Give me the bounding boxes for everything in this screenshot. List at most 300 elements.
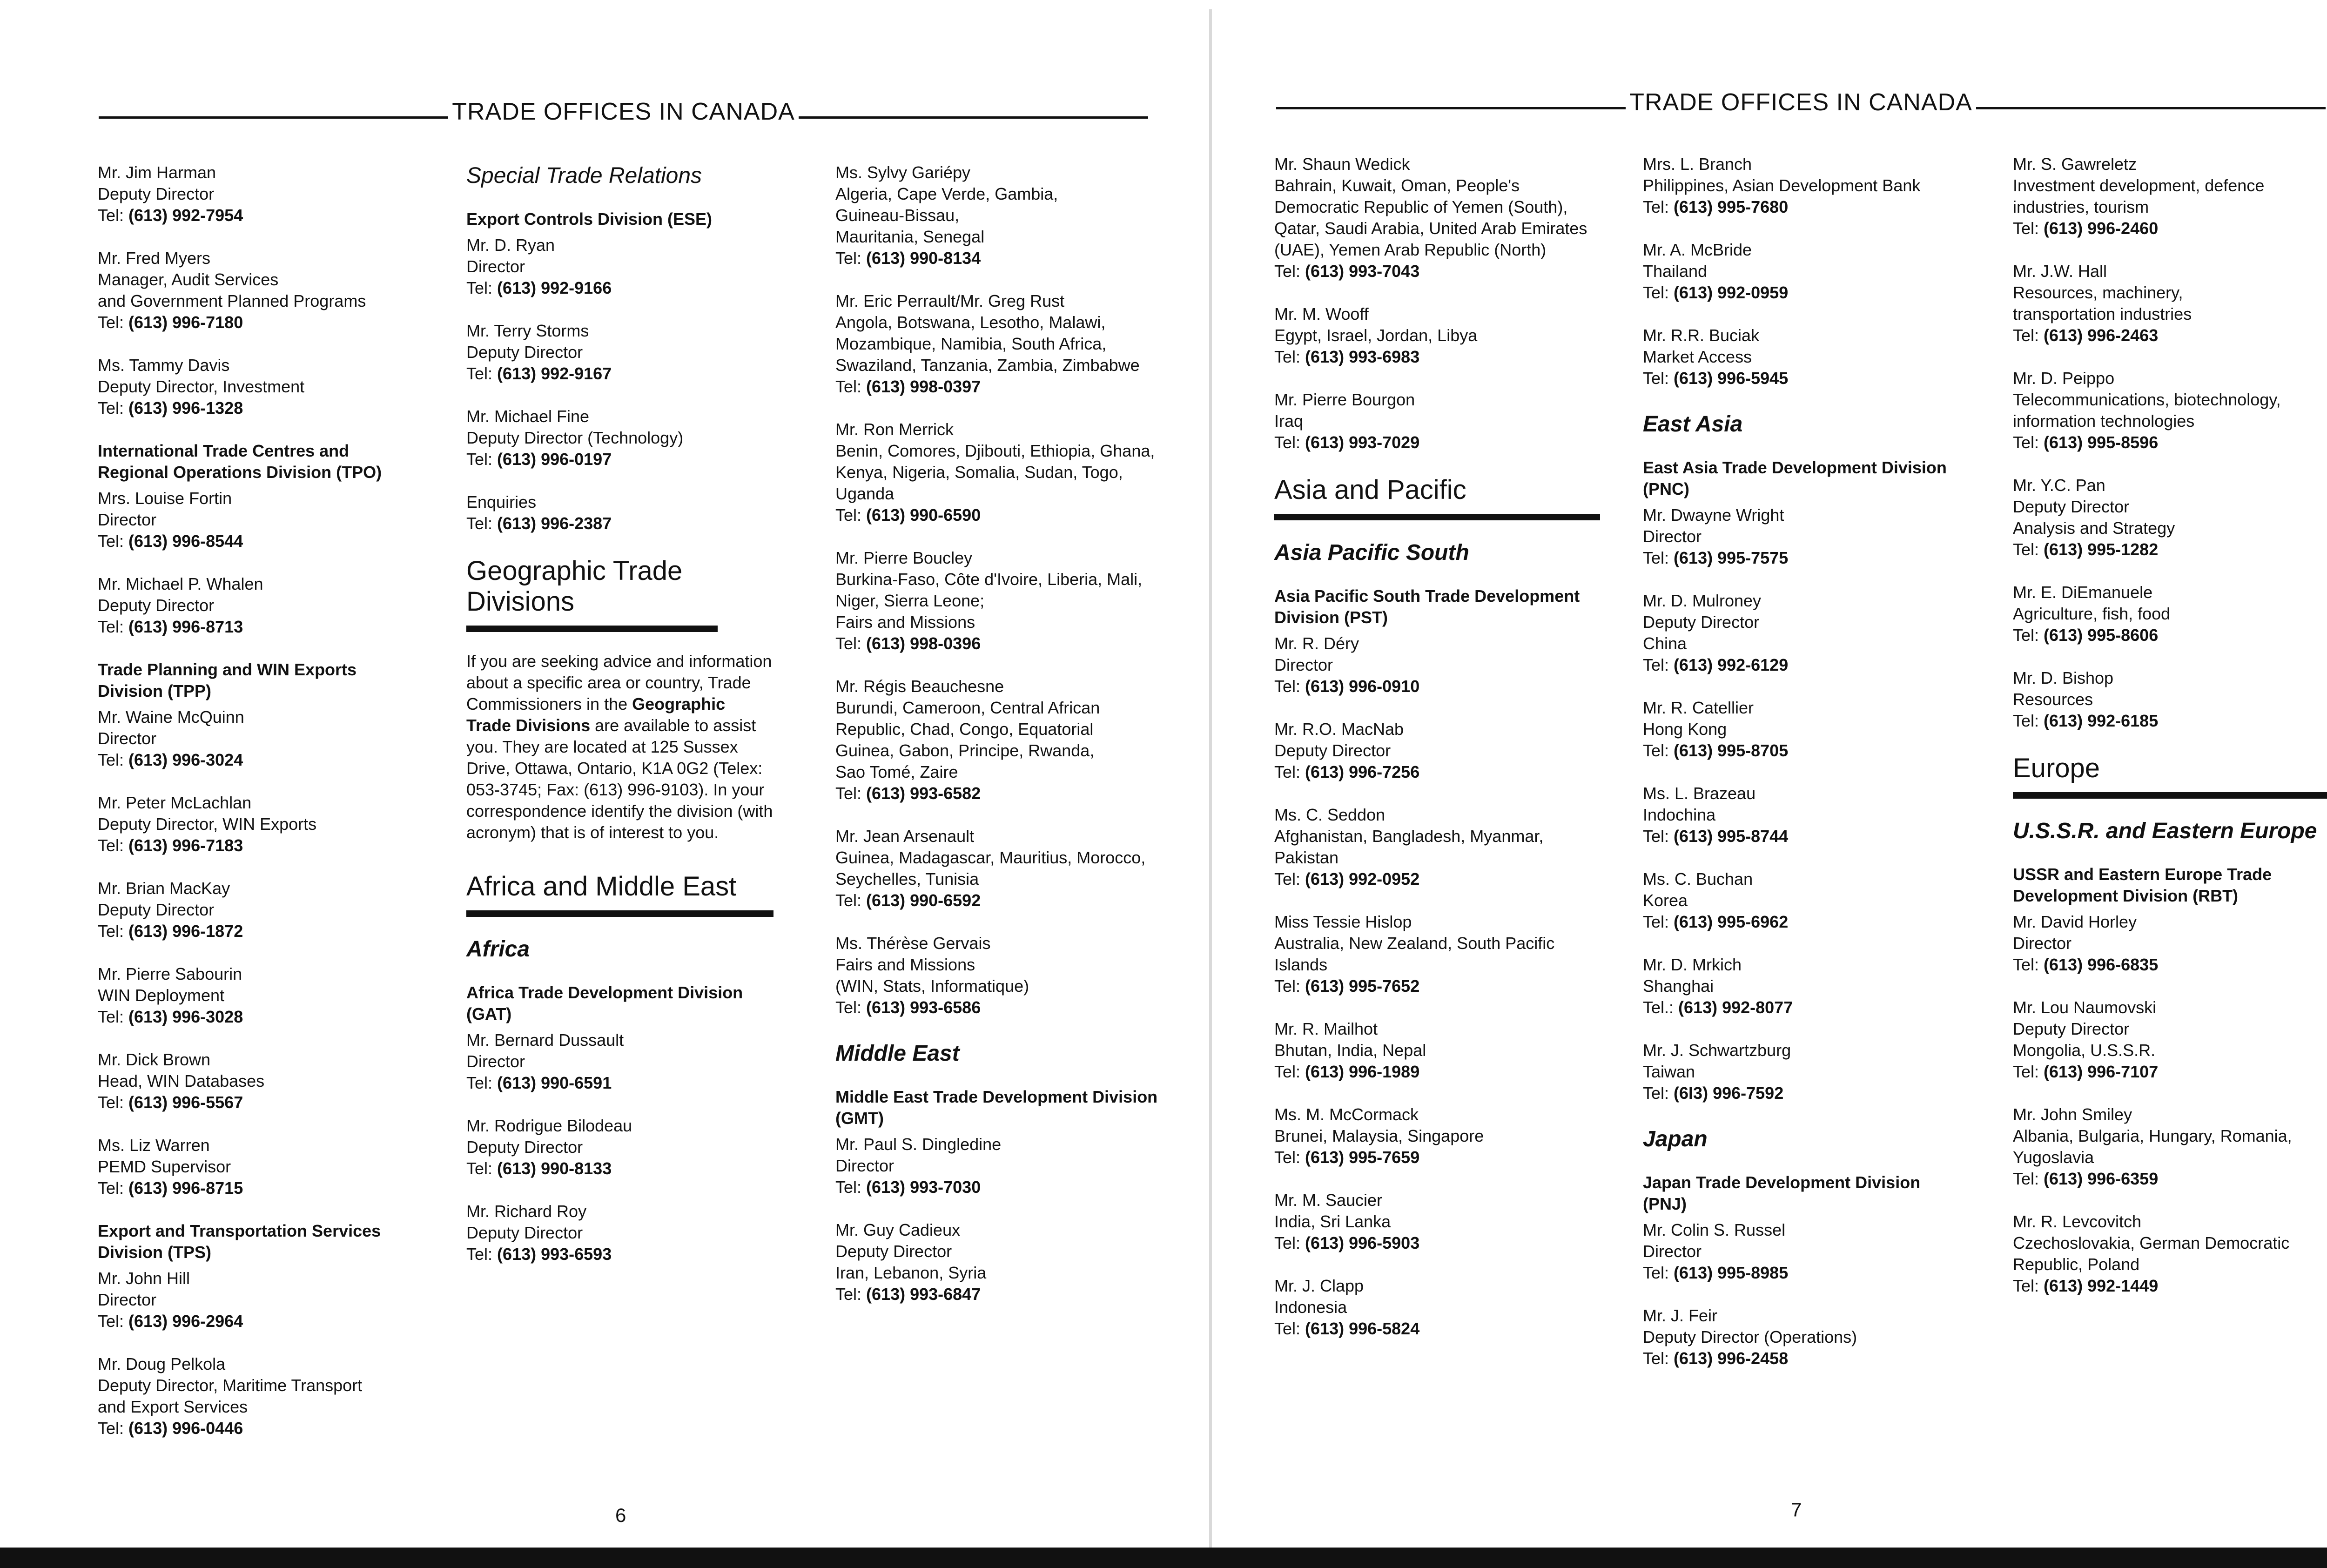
- contact-detail: Taiwan: [1643, 1062, 1695, 1081]
- geographic-heading: Geographic Trade Divisions: [466, 556, 718, 632]
- tel-label: Tel:: [2013, 1062, 2039, 1081]
- tel-label: Tel:: [1274, 869, 1301, 888]
- contact-entry: [2013, 911, 2327, 976]
- ussr-division-heading: USSR and Eastern Europe Trade Development Division (RBT): [2013, 865, 2272, 905]
- column-6: [2013, 154, 2327, 1318]
- contact-entry: [98, 878, 424, 942]
- tel-label: Tel:: [98, 206, 124, 225]
- contact-detail: Swaziland, Tanzania, Zambia, Zimbabwe: [835, 356, 1140, 375]
- contact-entry: [835, 162, 1161, 269]
- tel-number: (613) 996-3024: [128, 750, 243, 769]
- contact-phone: [98, 616, 424, 638]
- tel-label: Tel.:: [1643, 998, 1674, 1017]
- tel-label: Tel:: [2013, 626, 2039, 645]
- tel-number: (613) 993-6586: [866, 998, 981, 1017]
- contact-name: Mr. Eric Perrault/Mr. Greg Rust: [835, 291, 1065, 310]
- contact-detail: Algeria, Cape Verde, Gambia,: [835, 184, 1058, 203]
- tel-number: (613) 992-6129: [1674, 655, 1789, 674]
- contact-entry: [466, 406, 773, 470]
- contact-detail: Resources, machinery,: [2013, 283, 2183, 302]
- aps-division-heading: Asia Pacific South Trade Development Division (PST): [1274, 586, 1580, 627]
- contact-name: Mr. Peter McLachlan: [98, 793, 252, 812]
- tel-label: Tel:: [1274, 677, 1301, 696]
- tel-label: Tel:: [1274, 262, 1301, 281]
- tel-number: (613) 993-6847: [866, 1285, 981, 1304]
- contact-detail: Fairs and Missions: [835, 955, 975, 974]
- tel-label: Tel:: [1643, 283, 1669, 302]
- contact-phone: [98, 1418, 424, 1439]
- contact-name: Mr. D. Mrkich: [1643, 955, 1742, 974]
- contact-detail: Shanghai: [1643, 976, 1714, 996]
- contact-phone: [1274, 676, 1600, 697]
- contact-entry: [466, 320, 773, 384]
- contact-entry: [466, 1115, 773, 1179]
- special-trade-heading: Special Trade Relations: [466, 163, 702, 188]
- contact-phone: [2013, 218, 2327, 239]
- contact-detail: transportation industries: [2013, 304, 2192, 323]
- contact-detail: Czechoslovakia, German Democratic: [2013, 1233, 2290, 1252]
- tel-number: (613) 990-8134: [866, 249, 981, 268]
- contact-entry: [466, 1030, 773, 1094]
- tel-label: Tel:: [1643, 1083, 1669, 1103]
- contact-name: Mr. Pierre Sabourin: [98, 964, 242, 983]
- contact-detail: Korea: [1643, 891, 1688, 910]
- column-5: [1643, 154, 1950, 1391]
- contact-phone: [98, 921, 424, 942]
- contact-phone: [98, 835, 424, 856]
- contact-name: Mr. Brian MacKay: [98, 879, 230, 898]
- contact-detail: Director: [2013, 934, 2072, 953]
- contact-name: Mr. J.W. Hall: [2013, 262, 2107, 281]
- tel-number: (613) 995-1282: [2044, 540, 2159, 559]
- contact-phone: [1643, 547, 1950, 569]
- page-number-left: 6: [615, 1504, 626, 1526]
- contact-name: Ms. C. Buchan: [1643, 869, 1753, 888]
- contact-name: Mr. Shaun Wedick: [1274, 155, 1410, 174]
- japan-heading: Japan: [1643, 1127, 1708, 1151]
- contact-phone: [2013, 539, 2327, 560]
- contact-detail: and Government Planned Programs: [98, 291, 366, 310]
- contact-entry: [98, 963, 424, 1028]
- tel-number: (613) 995-7652: [1305, 976, 1420, 996]
- contact-entry: [98, 1268, 424, 1332]
- contact-name: Mr. David Horley: [2013, 912, 2137, 931]
- tel-label: Tel:: [2013, 955, 2039, 974]
- contact-detail: Director: [98, 729, 157, 748]
- contact-detail: Deputy Director: [1274, 741, 1391, 760]
- tel-label: Tel:: [1274, 347, 1301, 366]
- contact-entry: [98, 1135, 424, 1199]
- header-title-left: TRADE OFFICES IN CANADA: [452, 98, 795, 125]
- contact-detail: Egypt, Israel, Jordan, Libya: [1274, 326, 1478, 345]
- contact-detail: Republic, Chad, Congo, Equatorial: [835, 720, 1094, 739]
- contact-detail: Deputy Director: [466, 343, 583, 362]
- contact-detail: Deputy Director, WIN Exports: [98, 814, 317, 834]
- tel-label: Tel:: [1643, 741, 1669, 760]
- contact-phone: [2013, 325, 2327, 346]
- contact-phone: [1274, 976, 1600, 997]
- tel-number: (613) 992-1449: [2044, 1276, 2159, 1295]
- tel-number: (613) 996-0910: [1305, 677, 1420, 696]
- contact-entry: [98, 1049, 424, 1113]
- contact-detail: WIN Deployment: [98, 986, 225, 1005]
- contact-detail: Kenya, Nigeria, Somalia, Sudan, Togo,: [835, 463, 1123, 482]
- tel-label: Tel:: [1643, 827, 1669, 846]
- tel-number: (613) 996-7183: [128, 836, 243, 855]
- contact-name: Mr. Michael Fine: [466, 407, 590, 426]
- tel-label: Tel:: [466, 1073, 493, 1092]
- contact-phone: [1274, 432, 1600, 453]
- contact-phone: [466, 449, 773, 470]
- contact-detail: Sao Tomé, Zaire: [835, 762, 958, 781]
- contact-detail: Iraq: [1274, 411, 1304, 431]
- contact-detail: Bhutan, India, Nepal: [1274, 1041, 1426, 1060]
- contact-entry: [466, 1201, 773, 1265]
- contact-detail: information technologies: [2013, 411, 2195, 431]
- contact-entry: [98, 792, 424, 856]
- contact-name: Ms. Liz Warren: [98, 1136, 210, 1155]
- tel-number: (613) 992-7954: [128, 206, 243, 225]
- contact-phone: [835, 1284, 1161, 1305]
- contact-detail: China: [1643, 634, 1687, 653]
- tel-label: Tel:: [1274, 1062, 1301, 1081]
- tel-number: (613) 995-8985: [1674, 1263, 1789, 1282]
- contact-name: Enquiries: [466, 492, 537, 511]
- contact-phone: [1643, 911, 1950, 933]
- contact-entry: [98, 162, 424, 226]
- tel-number: (613) 998-0397: [866, 377, 981, 396]
- division-heading: Export Controls Division (ESE): [466, 209, 713, 229]
- contact-entry: [835, 547, 1161, 654]
- column-2: [466, 162, 773, 1286]
- contact-name: Mr. Fred Myers: [98, 249, 211, 268]
- contact-name: Mr. Doug Pelkola: [98, 1354, 226, 1373]
- tel-number: (613) 992-9166: [497, 278, 612, 297]
- header-rule-left: [1276, 107, 1626, 109]
- tel-label: Tel:: [1274, 1319, 1301, 1338]
- tel-label: Tel:: [2013, 1276, 2039, 1295]
- contact-detail: Islands: [1274, 955, 1328, 974]
- tel-label: Tel:: [835, 998, 862, 1017]
- book-binding: [1209, 9, 1212, 1555]
- middle-east-country-entries: [1274, 154, 1600, 453]
- contact-name: Miss Tessie Hislop: [1274, 912, 1412, 931]
- contact-detail: Guinea, Madagascar, Mauritius, Morocco,: [835, 848, 1146, 867]
- contact-phone: [1274, 1147, 1600, 1168]
- page-bottom-edge: [0, 1548, 2327, 1568]
- tel-number: (613) 996-1328: [128, 398, 243, 417]
- japan-division-heading: Japan Trade Development Division (PNJ): [1643, 1173, 1921, 1213]
- contact-phone: [1643, 1262, 1950, 1284]
- contact-name: Mr. S. Gawreletz: [2013, 155, 2137, 174]
- middle-east-entries: [835, 1134, 1161, 1305]
- contact-phone: [98, 1178, 424, 1199]
- tel-number: (613) 990-6591: [497, 1073, 612, 1092]
- middle-east-division-heading: Middle East Trade Development Division (GMT): [835, 1087, 1158, 1128]
- contact-entry: [1643, 505, 1950, 569]
- asia-pacific-south-entries: [1274, 633, 1600, 1339]
- contact-name: Mr. Waine McQuinn: [98, 707, 244, 727]
- tel-label: Tel:: [98, 750, 124, 769]
- contact-detail: Market Access: [1643, 347, 1752, 366]
- tel-number: (613) 990-6590: [866, 505, 981, 525]
- contact-name: Mr. John Smiley: [2013, 1105, 2132, 1124]
- tel-label: Tel:: [98, 922, 124, 941]
- tel-number: (613) 996-5903: [1305, 1233, 1420, 1252]
- contact-phone: [2013, 710, 2327, 732]
- contact-detail: Telecommunications, biotechnology,: [2013, 390, 2281, 409]
- tel-number: (613) 992-6185: [2044, 711, 2159, 730]
- tel-number: (613) 993-6582: [866, 784, 981, 803]
- contact-name: Mr. R. Catellier: [1643, 698, 1754, 717]
- tel-label: Tel:: [835, 634, 862, 653]
- contact-detail: Pakistan: [1274, 848, 1339, 867]
- contact-detail: PEMD Supervisor: [98, 1157, 231, 1176]
- tel-label: Tel:: [835, 505, 862, 525]
- tel-number: (613) 995-8606: [2044, 626, 2159, 645]
- tel-label: Tel:: [2013, 540, 2039, 559]
- contact-entry: [1274, 911, 1600, 997]
- contact-detail: Mongolia, U.S.S.R.: [2013, 1041, 2156, 1060]
- east-asia-division-heading: East Asia Trade Development Division (PNC): [1643, 458, 1947, 498]
- contact-name: Mr. Régis Beauchesne: [835, 677, 1004, 696]
- contact-name: Mr. Ron Merrick: [835, 420, 954, 439]
- contact-detail: Philippines, Asian Development Bank: [1643, 176, 1921, 195]
- contact-entry: [1274, 1104, 1600, 1168]
- contact-detail: Benin, Comores, Djibouti, Ethiopia, Ghana,: [835, 441, 1155, 460]
- tel-number: (613) 995-8705: [1674, 741, 1789, 760]
- division-heading: Trade Planning and WIN Exports Division (TPP): [98, 660, 357, 700]
- contact-entry: [1643, 1219, 1950, 1284]
- contact-detail: Seychelles, Tunisia: [835, 869, 979, 888]
- column-1: [98, 162, 424, 1460]
- contact-detail: Iran, Lebanon, Syria: [835, 1263, 987, 1282]
- tel-label: Tel:: [98, 836, 124, 855]
- contact-entry: [1274, 1018, 1600, 1083]
- tel-number: (613) 996-7107: [2044, 1062, 2159, 1081]
- tel-label: Tel:: [1643, 197, 1669, 216]
- tel-label: Tel:: [98, 617, 124, 636]
- tel-label: Tel:: [98, 1312, 124, 1331]
- contact-detail: Thailand: [1643, 262, 1708, 281]
- tel-number: (613) 995-7575: [1674, 548, 1789, 567]
- tel-label: Tel:: [1274, 762, 1301, 781]
- contact-detail: Brunei, Malaysia, Singapore: [1274, 1126, 1484, 1145]
- contact-detail: Uganda: [835, 484, 894, 503]
- contact-phone: [466, 1244, 773, 1265]
- contact-entry: [466, 491, 773, 534]
- contact-entry: [1274, 1190, 1600, 1254]
- tel-number: (613) 996-3028: [128, 1007, 243, 1026]
- tel-label: Tel:: [98, 532, 124, 551]
- tel-label: Tel:: [1274, 1148, 1301, 1167]
- contact-entry: [98, 1353, 424, 1439]
- contact-phone: [466, 277, 773, 299]
- contact-name: Mr. Jean Arsenault: [835, 827, 975, 846]
- tel-number: (613) 996-1872: [128, 922, 243, 941]
- tel-number: (613) 990-6592: [866, 891, 981, 910]
- contact-detail: Deputy Director (Operations): [1643, 1327, 1857, 1346]
- left-page-header: [99, 98, 1148, 126]
- tel-label: Tel:: [466, 450, 493, 469]
- contact-detail: Deputy Director (Technology): [466, 428, 684, 447]
- contact-name: Mr. Pierre Boucley: [835, 548, 973, 567]
- tel-number: (613) 995-7680: [1674, 197, 1789, 216]
- contact-phone: [835, 376, 1161, 397]
- tel-label: Tel:: [1274, 1233, 1301, 1252]
- contact-detail: Fairs and Missions: [835, 612, 975, 632]
- contact-phone: [2013, 1061, 2327, 1083]
- contact-entry: [1643, 325, 1950, 389]
- contact-detail: Manager, Audit Services: [98, 270, 279, 289]
- contact-phone: [1643, 1083, 1950, 1104]
- contact-name: Mr. R.O. MacNab: [1274, 720, 1404, 739]
- contact-detail: Afghanistan, Bangladesh, Myanmar,: [1274, 827, 1544, 846]
- tel-label: Tel:: [466, 1159, 493, 1178]
- contact-entry: [1643, 697, 1950, 761]
- tel-label: Tel:: [466, 278, 493, 297]
- contact-name: Mr. Jim Harman: [98, 163, 216, 182]
- tel-label: Tel:: [1643, 548, 1669, 567]
- contact-phone: [1643, 654, 1950, 676]
- contact-entry: [2013, 368, 2327, 453]
- tel-number: (613) 996-6359: [2044, 1169, 2159, 1188]
- header-rule-right: [1976, 107, 2326, 109]
- contact-name: Mr. Bernard Dussault: [466, 1030, 624, 1050]
- tel-number: (613) 993-6983: [1305, 347, 1420, 366]
- contact-phone: [98, 531, 424, 552]
- tel-number: (613) 998-0396: [866, 634, 981, 653]
- contact-entry: [98, 248, 424, 333]
- japan-sector-entries: [2013, 154, 2327, 732]
- tel-number: (613) 995-7659: [1305, 1148, 1420, 1167]
- para-text-1: If you are seeking advice and information about a specific area or country, Trade Commissioners in the: [466, 652, 772, 713]
- ussr-entries: [2013, 911, 2327, 1297]
- contact-name: Mr. E. DiEmanuele: [2013, 583, 2153, 602]
- tel-label: Tel:: [835, 249, 862, 268]
- header-rule-left: [99, 116, 448, 119]
- column-3: [835, 162, 1161, 1326]
- tel-label: Tel:: [835, 891, 862, 910]
- contact-name: Mr. M. Saucier: [1274, 1191, 1383, 1210]
- africa-entries: [466, 1030, 773, 1265]
- tel-label: Tel:: [1643, 655, 1669, 674]
- special-entries: [466, 235, 773, 534]
- contact-detail: Burundi, Cameroon, Central African: [835, 698, 1100, 717]
- contact-entry: [1643, 154, 1950, 218]
- contact-name: Mrs. Louise Fortin: [98, 489, 232, 508]
- contact-phone: [2013, 1168, 2327, 1190]
- tel-number: (613) 990-8133: [497, 1159, 612, 1178]
- contact-detail: Deputy Director: [2013, 497, 2130, 516]
- contact-detail: Deputy Director: [1643, 612, 1760, 632]
- contact-name: Ms. M. McCormack: [1274, 1105, 1419, 1124]
- contact-phone: [1643, 1348, 1950, 1369]
- contact-detail: Deputy Director: [466, 1223, 583, 1242]
- contact-phone: [98, 1006, 424, 1028]
- contact-detail: and Export Services: [98, 1397, 248, 1416]
- tel-number: (613) 996-7180: [128, 313, 243, 332]
- contact-detail: Qatar, Saudi Arabia, United Arab Emirates: [1274, 219, 1587, 238]
- tel-label: Tel:: [1643, 912, 1669, 931]
- tel-number: (6I3) 996-7592: [1674, 1083, 1784, 1103]
- contact-entry: [835, 826, 1161, 911]
- tel-number: (613) 992-9167: [497, 364, 612, 383]
- right-page-header: [1276, 88, 2326, 116]
- contact-phone: [98, 1311, 424, 1332]
- contact-detail: Director: [466, 1052, 525, 1071]
- ussr-heading: U.S.S.R. and Eastern Europe: [2013, 819, 2317, 843]
- contact-name: Mr. J. Schwartzburg: [1643, 1041, 1791, 1060]
- contact-phone: [1274, 761, 1600, 783]
- contact-detail: (WIN, Stats, Informatique): [835, 976, 1029, 996]
- contact-entry: [1274, 303, 1600, 368]
- contact-entry: [1643, 239, 1950, 303]
- contact-phone: [1274, 346, 1600, 368]
- contact-detail: Niger, Sierra Leone;: [835, 591, 985, 610]
- contact-name: Mr. D. Peippo: [2013, 369, 2115, 388]
- contact-detail: Deputy Director: [835, 1242, 952, 1261]
- tel-number: (613) 996-5945: [1674, 369, 1789, 388]
- contact-detail: Mozambique, Namibia, South Africa,: [835, 334, 1107, 353]
- contact-entry: [1274, 154, 1600, 282]
- contact-detail: Director: [98, 1290, 157, 1309]
- tel-number: (613) 996-2460: [2044, 219, 2159, 238]
- contact-phone: [98, 749, 424, 771]
- tel-label: Tel:: [98, 1007, 124, 1026]
- contact-entry: [1274, 804, 1600, 890]
- contact-phone: [2013, 1275, 2327, 1297]
- contact-entry: [835, 933, 1161, 1018]
- contact-entry: [2013, 154, 2327, 239]
- contact-detail: Director: [835, 1156, 894, 1175]
- contact-phone: [1643, 368, 1950, 389]
- header-rule-right: [799, 116, 1148, 119]
- contact-phone: [835, 248, 1161, 269]
- contact-detail: Deputy Director: [466, 1137, 583, 1157]
- tel-number: (613) 995-6962: [1674, 912, 1789, 931]
- contact-entry: [98, 355, 424, 419]
- tel-label: Tel:: [98, 1419, 124, 1438]
- contact-phone: [466, 1158, 773, 1179]
- africa-middle-east-heading: Africa and Middle East: [466, 871, 773, 917]
- contact-phone: [1274, 1318, 1600, 1339]
- asia-pacific-heading: Asia and Pacific: [1274, 475, 1600, 520]
- tel-label: Tel:: [2013, 219, 2039, 238]
- contact-name: Mr. R. Levcovitch: [2013, 1212, 2142, 1231]
- contact-name: Mr. A. McBride: [1643, 240, 1752, 259]
- tel-number: (613) 995-8596: [2044, 433, 2159, 452]
- contact-detail: India, Sri Lanka: [1274, 1212, 1391, 1231]
- tel-label: Tel:: [2013, 1169, 2039, 1188]
- contact-entry: [835, 419, 1161, 526]
- contact-detail: Deputy Director, Maritime Transport: [98, 1376, 363, 1395]
- contact-detail: Director: [1643, 1242, 1702, 1261]
- contact-detail: Deputy Director: [98, 184, 215, 203]
- contact-phone: [835, 997, 1161, 1018]
- contact-detail: industries, tourism: [2013, 197, 2149, 216]
- contact-detail: Democratic Republic of Yemen (South),: [1274, 197, 1568, 216]
- tel-label: Tel:: [98, 313, 124, 332]
- contact-name: Mr. R.R. Buciak: [1643, 326, 1760, 345]
- contact-name: Ms. Sylvy Gariépy: [835, 163, 971, 182]
- header-title-right: TRADE OFFICES IN CANADA: [1629, 89, 1972, 116]
- tel-number: (613) 996-6835: [2044, 955, 2159, 974]
- division-heading: Export and Transportation Services Division (TPS): [98, 1221, 381, 1262]
- tel-number: (613) 996-0446: [128, 1419, 243, 1438]
- contact-entry: [2013, 582, 2327, 646]
- japan-entries: [1643, 1219, 1950, 1369]
